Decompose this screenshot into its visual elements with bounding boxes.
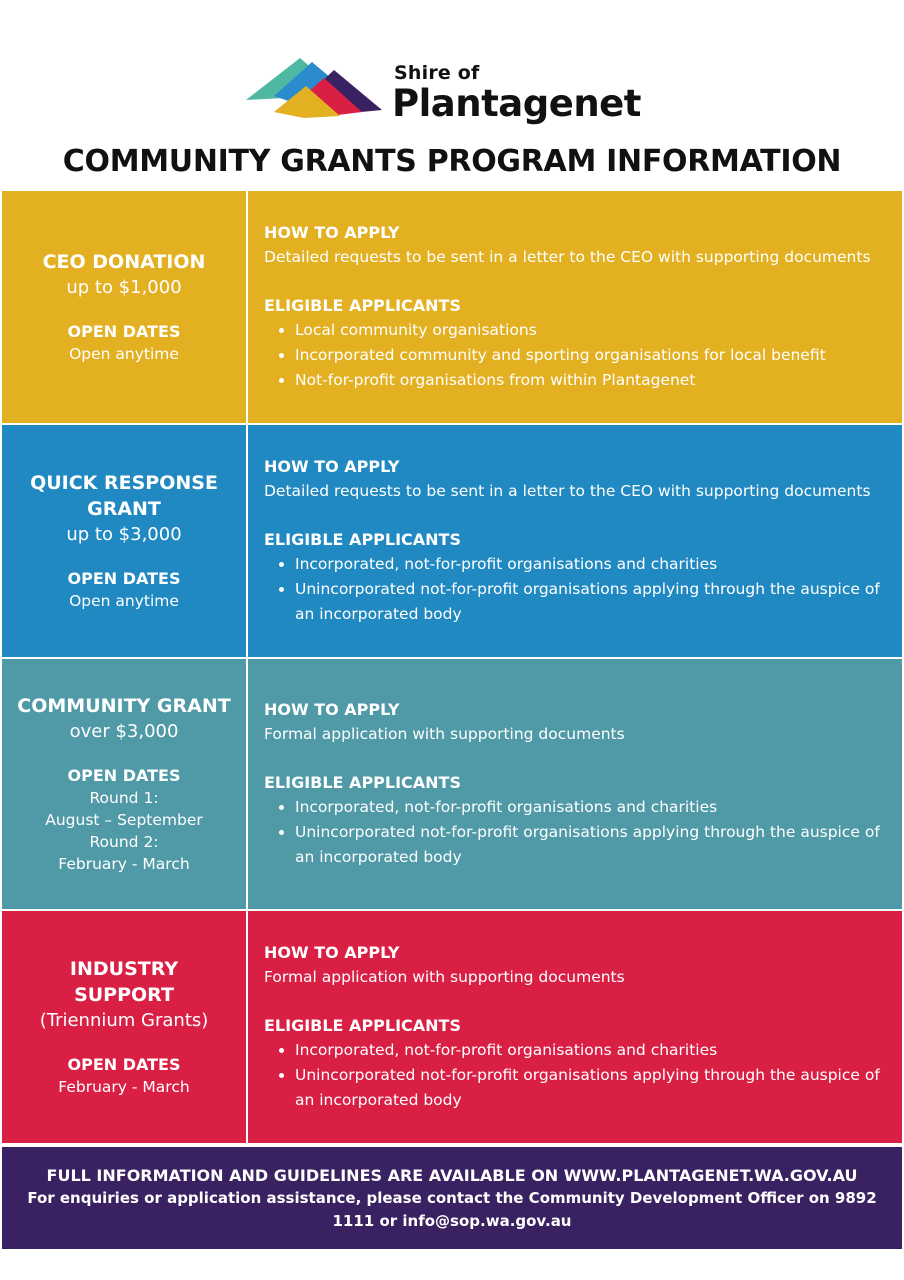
grant-row-ceo-donation (2, 191, 902, 423)
logo-line2: Plantagenet (392, 82, 641, 125)
how-to-apply-text: Formal application with supporting documents (264, 968, 625, 986)
open-dates-value: Round 2: (89, 833, 159, 851)
list-item: • Unincorporated not-for-profit organisations applying through the auspice of an incorporated body (295, 577, 884, 627)
eligible-applicants-list (264, 318, 884, 393)
eligible-applicants-heading: ELIGIBLE APPLICANTS (264, 530, 461, 549)
logo-line1: Shire of (394, 62, 480, 84)
list-item: • Incorporated, not-for-profit organisations and charities (295, 795, 884, 820)
grant-amount: (Triennium Grants) (39, 1010, 209, 1031)
open-dates-value: Round 1: (89, 789, 159, 807)
list-item: • Unincorporated not-for-profit organisations applying through the auspice of an incorporated body (295, 1063, 884, 1113)
eligible-applicants-list (264, 552, 884, 627)
grant-summary (2, 659, 248, 909)
open-dates-heading: OPEN DATES (67, 569, 181, 588)
how-to-apply-text: Detailed requests to be sent in a letter to the CEO with supporting documents (264, 248, 871, 266)
open-dates-value: February - March (58, 1078, 190, 1096)
grant-details (264, 191, 884, 423)
grant-row-quick-response (2, 423, 902, 657)
footer-contact: For enquiries or application assistance, please contact the Community Development Officer on 9892 1111 or info@sop.wa.gov.au (27, 1188, 877, 1230)
grant-details (264, 425, 884, 657)
grant-summary (2, 425, 248, 657)
open-dates-value: Open anytime (69, 345, 179, 363)
eligible-applicants-list (264, 1038, 884, 1113)
how-to-apply-heading: HOW TO APPLY (264, 700, 400, 719)
open-dates-heading: OPEN DATES (67, 766, 181, 785)
grant-name: CEO DONATION (42, 251, 206, 273)
list-item: • Incorporated, not-for-profit organisations and charities (295, 552, 884, 577)
open-dates-value: August – September (45, 811, 203, 829)
list-item: • Local community organisations (295, 318, 884, 343)
page-title: COMMUNITY GRANTS PROGRAM INFORMATION (62, 144, 842, 179)
how-to-apply-text: Formal application with supporting documents (264, 725, 625, 743)
footer-guidelines: FULL INFORMATION AND GUIDELINES ARE AVAILABLE ON WWW.PLANTAGENET.WA.GOV.AU (46, 1165, 858, 1185)
eligible-applicants-heading: ELIGIBLE APPLICANTS (264, 773, 461, 792)
grant-row-community-grant (2, 657, 902, 909)
mountains-logo-icon (244, 52, 384, 124)
eligible-applicants-heading: ELIGIBLE APPLICANTS (264, 1016, 461, 1035)
list-item: • Unincorporated not-for-profit organisations applying through the auspice of an incorporated body (295, 820, 884, 870)
how-to-apply-heading: HOW TO APPLY (264, 457, 400, 476)
list-item: • Not-for-profit organisations from within Plantagenet (295, 368, 884, 393)
open-dates-heading: OPEN DATES (67, 1055, 181, 1074)
eligible-applicants-heading: ELIGIBLE APPLICANTS (264, 296, 461, 315)
grant-details (264, 659, 884, 909)
open-dates-value: Open anytime (69, 592, 179, 610)
list-item: • Incorporated community and sporting organisations for local benefit (295, 343, 884, 368)
footer-banner (2, 1147, 902, 1249)
open-dates-heading: OPEN DATES (67, 322, 181, 341)
eligible-applicants-list (264, 795, 884, 870)
grant-amount: over $3,000 (69, 721, 179, 742)
grants-table (2, 191, 902, 1143)
grant-summary (2, 911, 248, 1143)
grant-name: INDUSTRY SUPPORT (69, 958, 179, 1006)
open-dates-value: February - March (58, 855, 190, 873)
how-to-apply-heading: HOW TO APPLY (264, 943, 400, 962)
grant-amount: up to $1,000 (66, 277, 182, 298)
grant-name: QUICK RESPONSE GRANT (30, 472, 218, 520)
grant-summary (2, 191, 248, 423)
grant-details (264, 911, 884, 1143)
grant-name: COMMUNITY GRANT (17, 695, 231, 717)
how-to-apply-heading: HOW TO APPLY (264, 223, 400, 242)
grant-amount: up to $3,000 (66, 524, 182, 545)
how-to-apply-text: Detailed requests to be sent in a letter to the CEO with supporting documents (264, 482, 871, 500)
grant-row-industry-support (2, 909, 902, 1143)
shire-logo (244, 52, 644, 132)
list-item: • Incorporated, not-for-profit organisations and charities (295, 1038, 884, 1063)
